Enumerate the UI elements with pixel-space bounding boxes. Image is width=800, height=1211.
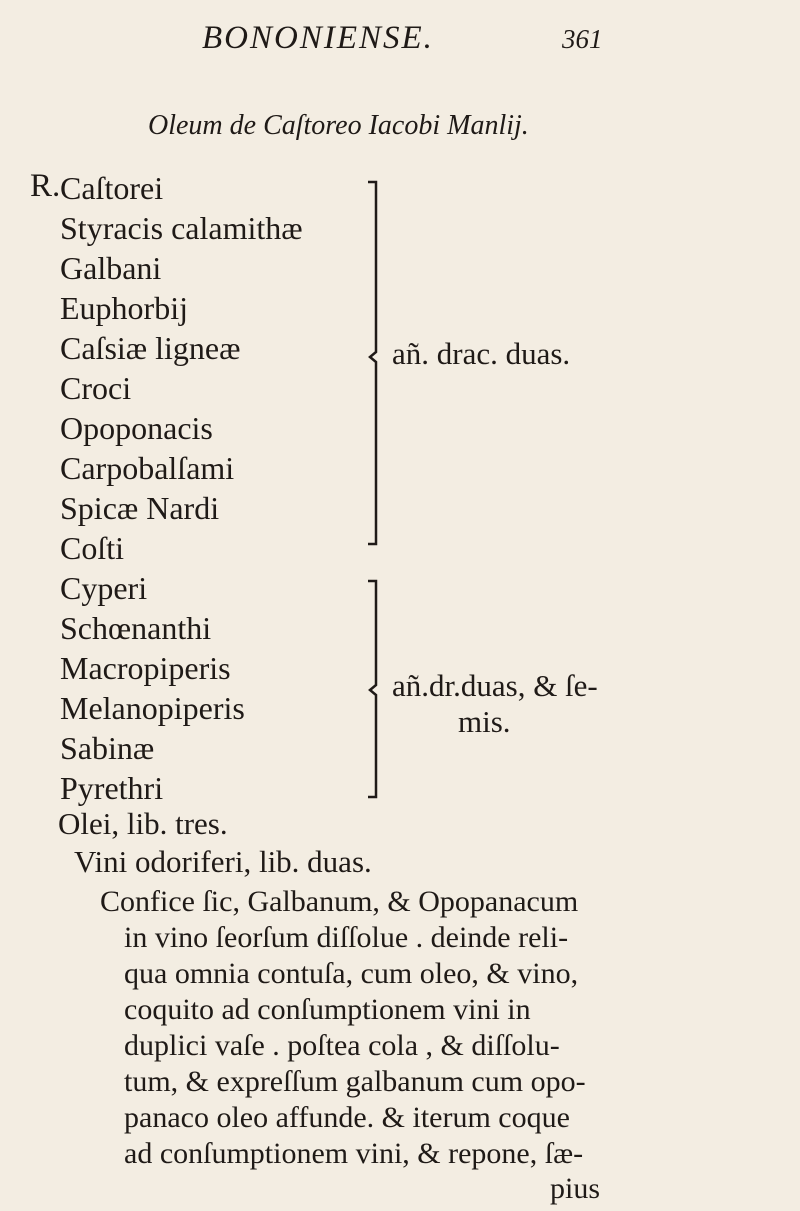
recipe-mark: R.	[30, 168, 61, 204]
dose-group-2-line-2: mis.	[458, 704, 511, 739]
procedure-line: qua omnia contuſa, cum oleo, & vino,	[124, 957, 579, 990]
ingredient-item: Coſti	[60, 530, 125, 566]
recipe-title: Oleum de Caſtoreo Iacobi Manlij.	[148, 110, 529, 141]
procedure-line: coquito ad conſumptionem vini in	[124, 993, 531, 1026]
extra-ingredient: Olei, lib. tres.	[58, 806, 228, 841]
ingredient-item: Cyperi	[60, 570, 148, 606]
ingredient-item: Euphorbij	[60, 290, 188, 326]
procedure-line: panaco oleo affunde. & iterum coque	[124, 1101, 570, 1134]
ingredient-item: Sabinæ	[60, 730, 155, 766]
ingredient-item: Melanopiperis	[60, 690, 245, 726]
ingredient-item: Croci	[60, 370, 132, 406]
catchword: pius	[550, 1172, 601, 1205]
page-number: 361	[562, 24, 603, 54]
brace-group-2	[364, 575, 384, 805]
procedure-line: in vino ſeorſum diſſolue . deinde reli-	[124, 921, 569, 954]
procedure-line: Confice ſic, Galbanum, & Opopanacum	[100, 885, 579, 918]
ingredient-item: Opoponacis	[60, 410, 213, 446]
ingredient-item: Caſsiæ ligneæ	[60, 330, 241, 366]
ingredient-item: Carpobalſami	[60, 450, 235, 486]
dose-group-2-line-1: añ.dr.duas, & ſe-	[392, 668, 598, 703]
extra-ingredient: Vini odoriferi, lib. duas.	[74, 844, 372, 879]
ingredient-item: Schœnanthi	[60, 610, 212, 646]
ingredient-item: Spicæ Nardi	[60, 490, 220, 526]
ingredient-item: Macropiperis	[60, 650, 231, 686]
page-header	[0, 18, 800, 58]
ingredient-item: Pyrethri	[60, 770, 164, 806]
running-head: BONONIENSE.	[202, 20, 434, 56]
procedure-line: ad conſumptionem vini, & repone, ſæ-	[124, 1137, 584, 1170]
brace-group-1	[364, 176, 384, 556]
ingredient-item: Galbani	[60, 250, 162, 286]
procedure-line: duplici vaſe . poſtea cola , & diſſolu-	[124, 1029, 560, 1062]
procedure-line: tum, & expreſſum galbanum cum opo-	[124, 1065, 586, 1098]
dose-group-1: añ. drac. duas.	[392, 336, 571, 371]
ingredient-item: Styracis calamithæ	[60, 210, 303, 246]
ingredient-item: Caſtorei	[60, 170, 164, 206]
